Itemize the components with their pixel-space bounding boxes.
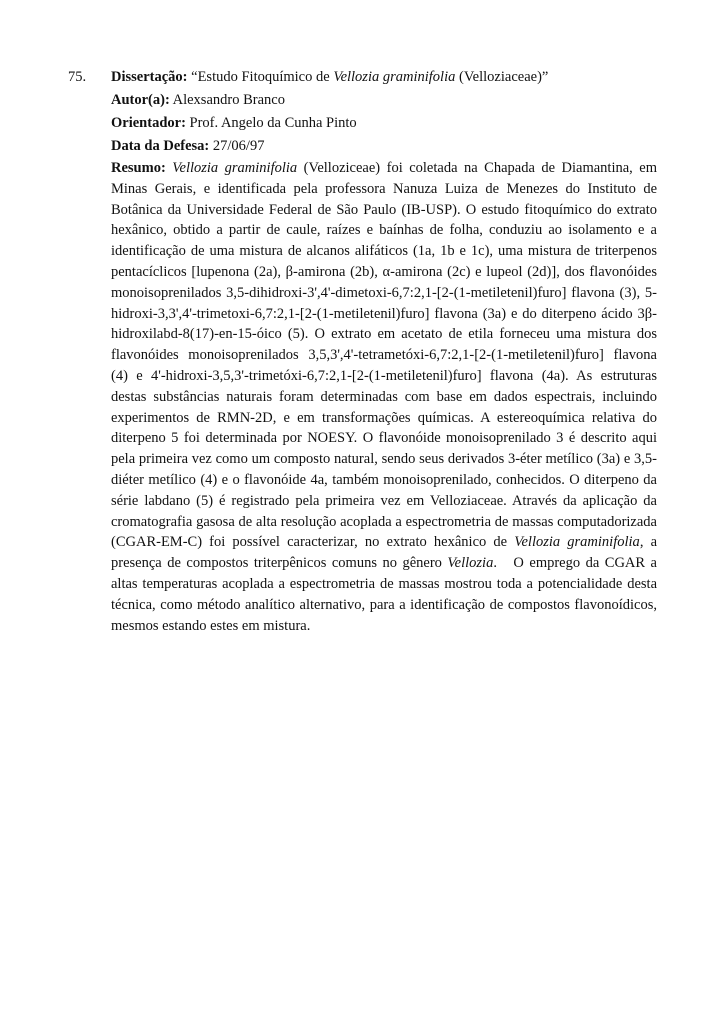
abstract-label: Resumo: <box>111 160 166 176</box>
abstract-text-2: , a presença de compostos triterpênicos comuns no gênero <box>111 534 658 572</box>
dissertation-title-suffix: (Velloziaceae)” <box>455 69 549 85</box>
abstract-species-2: Vellozia graminifolia <box>514 534 640 551</box>
abstract-species-1: Vellozia graminifolia <box>172 160 298 176</box>
abstract-text-1: (Velloziceae) foi coletada na Chapada de Diamantina, em Minas Gerais, e identificada pela professora Nanuza Luiza de Menezes do Instituto de Botânica da Universidade Federal de São Paulo (IB-USP). O estudo fitoquímico do extrato hexânico, obtido a partir de caule, raízes e baínhas de folha, conduziu ao isolamento e a identificação de uma mistura de alcanos alifáticos (1a, 1b e 1c), uma mistura de triterpenos pentacíclicos [lupenona (2a), β-amirona (2b), α-amirona (2c) e lupeol (2d)], dos flavonóides monoisoprenilados 3,5-dihidroxi-3',4'-dimetoxi-6,7:2,1-[2-(1-metiletenil)furo] flavona (3), 5-hidroxi-3,3',4'-trimetoxi-6,7:2,1-[2-(1-metiletenil)furo] flavona (3a) e do diterpeno ácido 3β-hidroxilabd-8(17)-en-15-óico (5). O extrato em acetato de etila forneceu uma mistura dos flavonóides monoisoprenilados 3,5,3',4'-tetrametóxi-6,7:2,1-[2-(1-metiletenil)furo] flavona (4) e 4'-hidroxi-3,5,3'-trimetóxi-6,7:2,1-[2-(1-metiletenil)furo] flavona (4a). As estruturas destas substâncias naturais foram determinadas com base em dados espectrais, incluindo experimentos de RMN-2D, e em transformações químicas. A estereoquímica relativa do diterpeno 5 foi determinada por NOESY. O flavonóide monoisoprenilado 3 é descrito aqui pela primeira vez como um composto natural, sendo seus derivados 3-éter metílico (3a) e 3,5-diéter metílico (4) e o flavonóide 4a, também monoisoprenilado, conhecidos. O diterpeno da série labdano (5) é registrado pela primeira vez em Velloziaceae. Através da aplicação da cromatografia gasosa de alta resolução acoplada a espectrometria de massas computadorizada (CGAR-EM-C) foi possível caracterizar, no extrato hexânico de <box>111 160 657 551</box>
entry-details <box>111 66 661 636</box>
author-line <box>111 89 657 112</box>
abstract-text-3: . O emprego da CGAR a altas temperaturas acoplada a espectrometria de massas mostrou toda a potencialidade desta técnica, como método analítico alternativo, para a identificação de compostos flavonoídicos, mesmos estando estes em mistura. <box>111 555 661 634</box>
advisor-label: Orientador: <box>111 115 186 131</box>
author-label: Autor(a): <box>111 92 170 108</box>
abstract-paragraph <box>111 158 661 636</box>
defense-date-line <box>111 135 657 158</box>
defense-date-value: 27/06/97 <box>212 138 265 154</box>
abstract-species-3: Vellozia <box>447 555 494 572</box>
defense-date-label: Data da Defesa: <box>111 138 210 154</box>
dissertation-title-line <box>111 66 657 89</box>
dissertation-title-species: Vellozia graminifolia <box>333 69 456 85</box>
dissertation-title-prefix: “Estudo Fitoquímico de <box>191 69 334 85</box>
author-value: Alexsandro Branco <box>172 92 285 108</box>
advisor-line <box>111 112 657 135</box>
dissertation-label: Dissertação: <box>111 69 188 85</box>
advisor-value: Prof. Angelo da Cunha Pinto <box>189 115 357 131</box>
entry-number: 75. <box>68 69 87 85</box>
